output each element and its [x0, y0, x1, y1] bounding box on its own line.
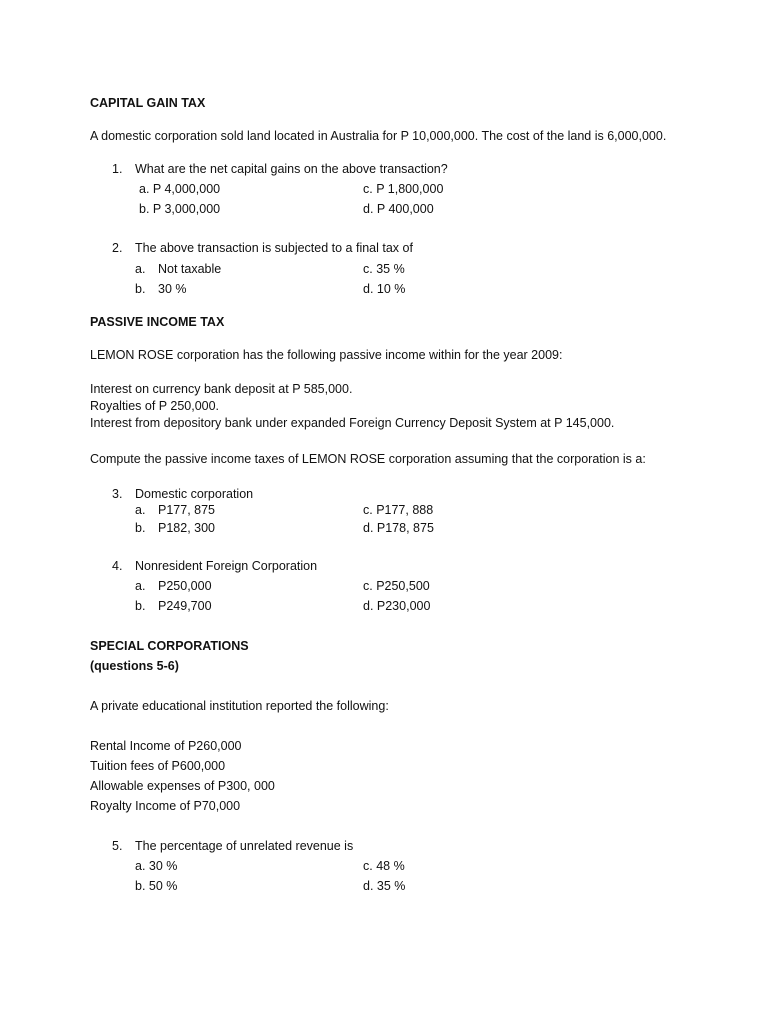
question-4-choice-c: c. P250,500	[363, 579, 430, 593]
question-5-choice-c: c. 48 %	[363, 859, 405, 873]
institution-item: Royalty Income of P70,000	[90, 799, 241, 813]
question-2-choice-b: 30 %	[158, 282, 187, 296]
section-subheading-questions: (questions 5-6)	[90, 659, 179, 673]
question-2-choice-a: Not taxable	[158, 262, 222, 276]
question-5-number: 5.	[112, 839, 123, 853]
question-2-choice-c: c. 35 %	[363, 262, 405, 276]
question-4-choice-b-letter: b.	[135, 599, 146, 613]
special-corporations-intro: A private educational institution reported the following:	[90, 699, 389, 713]
question-3-number: 3.	[112, 487, 123, 501]
question-3-choice-d: d. P178, 875	[363, 521, 434, 535]
question-3-choice-b-letter: b.	[135, 521, 146, 535]
question-3-choice-c: c. P177, 888	[363, 503, 434, 517]
question-4-choice-d: d. P230,000	[363, 599, 431, 613]
passive-income-item: Royalties of P 250,000.	[90, 399, 220, 413]
question-3-text: Domestic corporation	[135, 487, 254, 501]
question-3-choice-a: P177, 875	[158, 503, 215, 517]
passive-income-instruction: Compute the passive income taxes of LEMON ROSE corporation assuming that the corporation is a:	[90, 452, 646, 466]
question-2-choice-a-letter: a.	[135, 262, 146, 276]
passive-income-item: Interest from depository bank under expanded Foreign Currency Deposit System at P 145,000.	[90, 416, 615, 430]
question-1-number: 1.	[112, 162, 123, 176]
question-2-number: 2.	[112, 241, 123, 255]
question-1-choice-b: b. P 3,000,000	[139, 202, 221, 216]
question-3-choice-a-letter: a.	[135, 503, 146, 517]
question-4-choice-a-letter: a.	[135, 579, 146, 593]
section-heading-special-corporations: SPECIAL CORPORATIONS	[90, 639, 249, 653]
question-1-choice-c: c. P 1,800,000	[363, 182, 444, 196]
question-5-choice-a: a. 30 %	[135, 859, 178, 873]
section-heading-capital-gain-tax: CAPITAL GAIN TAX	[90, 96, 206, 110]
question-1-choice-d: d. P 400,000	[363, 202, 434, 216]
question-1-choice-a: a. P 4,000,000	[139, 182, 221, 196]
question-2-choice-b-letter: b.	[135, 282, 146, 296]
question-2-text: The above transaction is subjected to a final tax of	[135, 241, 413, 255]
institution-item: Tuition fees of P600,000	[90, 759, 226, 773]
question-4-text: Nonresident Foreign Corporation	[135, 559, 318, 573]
question-4-choice-a: P250,000	[158, 579, 212, 593]
question-5-choice-d: d. 35 %	[363, 879, 406, 893]
question-5-choice-b: b. 50 %	[135, 879, 178, 893]
section-heading-passive-income-tax: PASSIVE INCOME TAX	[90, 315, 225, 329]
capital-gain-intro: A domestic corporation sold land located in Australia for P 10,000,000. The cost of the land is 6,000,000.	[90, 129, 667, 143]
question-5-text: The percentage of unrelated revenue is	[135, 839, 354, 853]
passive-income-item: Interest on currency bank deposit at P 585,000.	[90, 382, 353, 396]
question-2-choice-d: d. 10 %	[363, 282, 406, 296]
passive-income-intro: LEMON ROSE corporation has the following passive income within for the year 2009:	[90, 348, 563, 362]
institution-item: Rental Income of P260,000	[90, 739, 242, 753]
question-3-choice-b: P182, 300	[158, 521, 215, 535]
question-4-number: 4.	[112, 559, 123, 573]
institution-item: Allowable expenses of P300, 000	[90, 779, 275, 793]
question-1-text: What are the net capital gains on the above transaction?	[135, 162, 448, 176]
question-4-choice-b: P249,700	[158, 599, 212, 613]
